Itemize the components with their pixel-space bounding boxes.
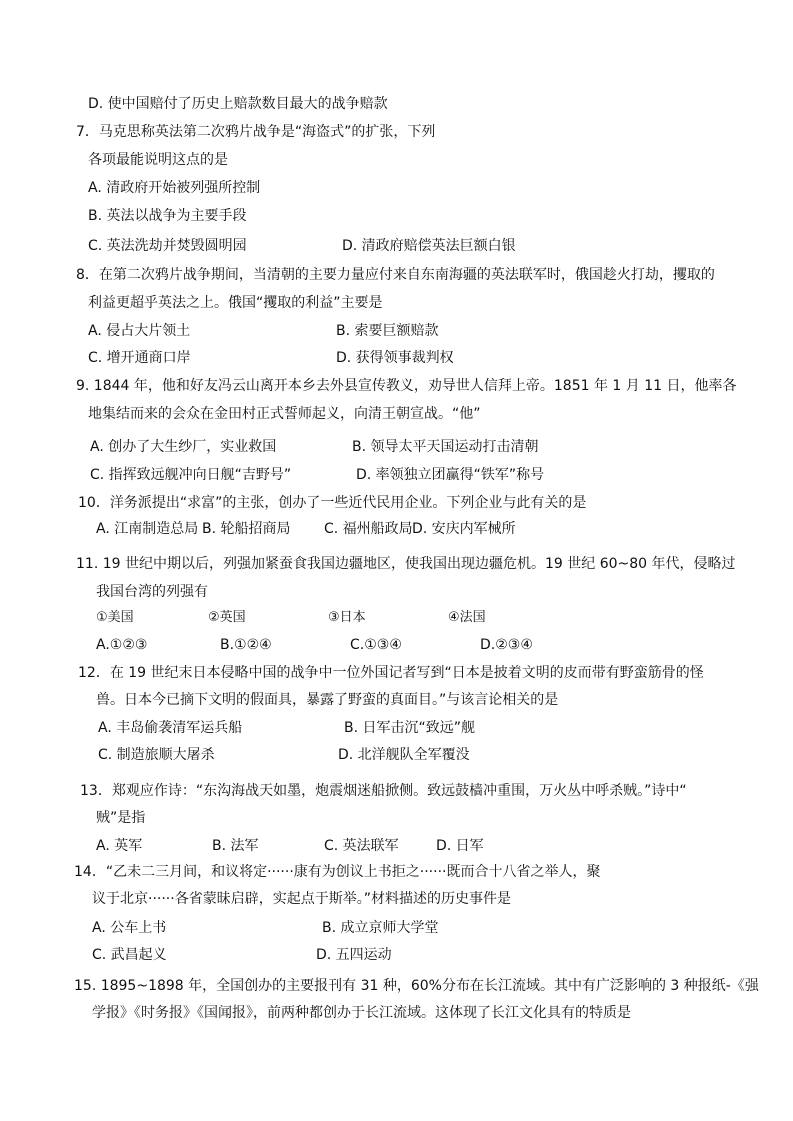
q10-stem: 10．洋务派提出“求富”的主张，创办了一些近代民用企业。下列企业与此有关的是 [78, 495, 587, 511]
q12-stem-line1: 12．在 19 世纪末日本侵略中国的战争中一位外国记者写到“日本是披着文明的皮而带有野蛮筋骨的怪 [78, 665, 704, 681]
q13-option-d: D. 日军 [436, 838, 484, 854]
q11-option-d: D.②③④ [480, 637, 533, 653]
q14-option-b: B. 成立京师大学堂 [322, 920, 439, 936]
q12-option-b: B. 日军击沉“致远”舰 [344, 720, 476, 736]
q13-option-b: B. 法军 [212, 838, 259, 854]
q8-stem-line1: 8．在第二次鸦片战争期间，当清朝的主要力量应付来自东南海疆的英法联军时，俄国趁火打劫，攫取的 [76, 267, 715, 283]
q7-stem-line2: 各项最能说明这点的是 [88, 152, 228, 168]
q9-option-d: D. 率领独立团赢得“铁军”称号 [356, 467, 545, 483]
q11-item-3: ③日本 [328, 610, 366, 625]
q10-option-c: C. 福州船政局 [324, 521, 413, 537]
q7-option-b: B. 英法以战争为主要手段 [88, 208, 247, 224]
q7-stem-line1: 7．马克思称英法第二次鸦片战争是“海盗式”的扩张，下列 [76, 124, 436, 140]
q15-stem-line1: 15. 1895~1898 年，全国创办的主要报刊有 31 种，60%分布在长江流域。其中有广泛影响的 3 种报纸-《强 [74, 978, 759, 994]
q14-option-d: D. 五四运动 [316, 947, 392, 963]
q9-option-c: C. 指挥致远舰冲向日舰“吉野号” [90, 467, 292, 483]
q12-option-d: D. 北洋舰队全军覆没 [338, 747, 470, 763]
q9-option-a: A. 创办了大生纱厂，实业救国 [90, 439, 277, 455]
q8-option-d: D. 获得领事裁判权 [336, 350, 454, 366]
q13-stem-line1: 13．郑观应作诗：“东沟海战天如墨，炮震烟迷船掀侧。致远鼓樯冲重围，万火丛中呼杀贼。”诗中“ [80, 783, 687, 799]
q7-option-c: C. 英法洗劫并焚毁圆明园 [88, 238, 247, 254]
q14-option-c: C. 武昌起义 [92, 947, 167, 963]
q14-stem-line1: 14．“乙未二三月间，和议将定······康有为创议上书拒之······既而合十八省之举人，聚 [74, 864, 601, 880]
q9-stem-line1: 9. 1844 年，他和好友冯云山离开本乡去外县宣传教义，劝导世人信拜上帝。1851 年 1 月 11 日，他率各 [76, 378, 737, 394]
q9-stem-line2: 地集结而来的会众在金田村正式誓师起义，向清王朝宣战。“他” [88, 406, 481, 422]
q10-option-a: A. 江南制造总局 [96, 521, 199, 537]
q12-option-c: C. 制造旅顺大屠杀 [98, 747, 215, 763]
q7-option-a: A. 清政府开始被列强所控制 [88, 180, 261, 196]
q12-stem-line2: 兽。日本今已摘下文明的假面具，暴露了野蛮的真面目。”与该言论相关的是 [96, 692, 559, 708]
q9-option-b: B. 领导太平天国运动打击清朝 [352, 439, 539, 455]
q11-option-a: A.①②③ [96, 637, 148, 653]
q8-option-a: A. 侵占大片领土 [88, 323, 191, 339]
q15-stem-line2: 学报》《时务报》《国闻报》，前两种都创办于长江流域。这体现了长江文化具有的特质是 [92, 1005, 631, 1021]
q7-option-d: D. 清政府赔偿英法巨额白银 [342, 238, 516, 254]
q12-option-a: A. 丰岛偷袭清军运兵船 [98, 720, 243, 736]
q8-option-b: B. 索要巨额赔款 [336, 323, 439, 339]
q13-stem-line2: 贼”是指 [96, 810, 146, 826]
q11-stem-line1: 11. 19 世纪中期以后，列强加紧蚕食我国边疆地区，使我国出现边疆危机。19 世纪 60~80 年代，侵略过 [76, 556, 736, 572]
q13-option-a: A. 英军 [96, 838, 143, 854]
q6-option-d: D. 使中国赔付了历史上赔款数目最大的战争赔款 [88, 96, 388, 112]
q10-option-d: D. 安庆内军械所 [412, 521, 516, 537]
q8-stem-line2: 利益更超乎英法之上。俄国“攫取的利益”主要是 [88, 295, 383, 311]
q11-item-4: ④法国 [448, 610, 486, 625]
q10-option-b: B. 轮船招商局 [202, 521, 291, 537]
q14-option-a: A. 公车上书 [92, 920, 167, 936]
q11-stem-line2: 我国台湾的列强有 [96, 584, 208, 600]
q11-item-1: ①美国 [96, 610, 134, 625]
q13-option-c: C. 英法联军 [324, 838, 399, 854]
q11-option-b: B.①②④ [220, 637, 272, 653]
q8-option-c: C. 增开通商口岸 [88, 350, 191, 366]
q14-stem-line2: 议于北京······各省蒙昧启辟，实起点于斯举。”材料描述的历史事件是 [92, 891, 511, 907]
q11-item-2: ②英国 [208, 610, 246, 625]
q11-option-c: C.①③④ [350, 637, 402, 653]
